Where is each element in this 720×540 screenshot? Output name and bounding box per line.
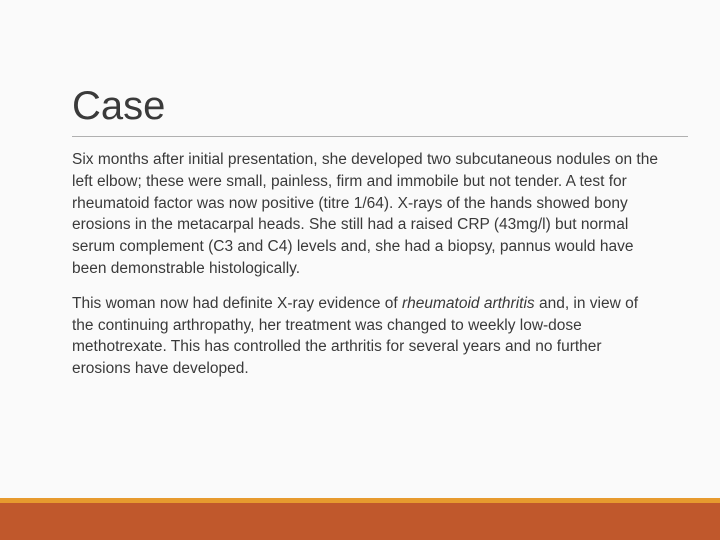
paragraph-treatment-tail: and, in view of the continuing arthropathy, her treatment was changed to weekly low-dose methotrexate. This has controlled the arthritis for several years and no further erosions have developed. [72,294,639,378]
paragraph-treatment-lead: This woman now had definite X-ray evidence of [72,294,402,312]
paragraph-treatment [72,293,662,380]
slide-title: Case [72,84,166,128]
diagnosis-emphasis: rheumatoid arthritis [401,294,535,312]
paragraph-presentation: Six months after initial presentation, she developed two subcutaneous nodules on the left elbow; these were small, painless, firm and immobile but not tender. A test for rheumatoid factor was now positive (titre 1/64). X-rays of the hands showed bony erosions in the metacarpal heads. She still had a raised CRP (43mg/l) but normal serum complement (C3 and C4) levels and, she had a biopsy, pannus would have been demonstrable histologically. [72,151,658,277]
footer-band [0,503,720,540]
slide-body [72,149,662,393]
title-divider [72,136,688,137]
